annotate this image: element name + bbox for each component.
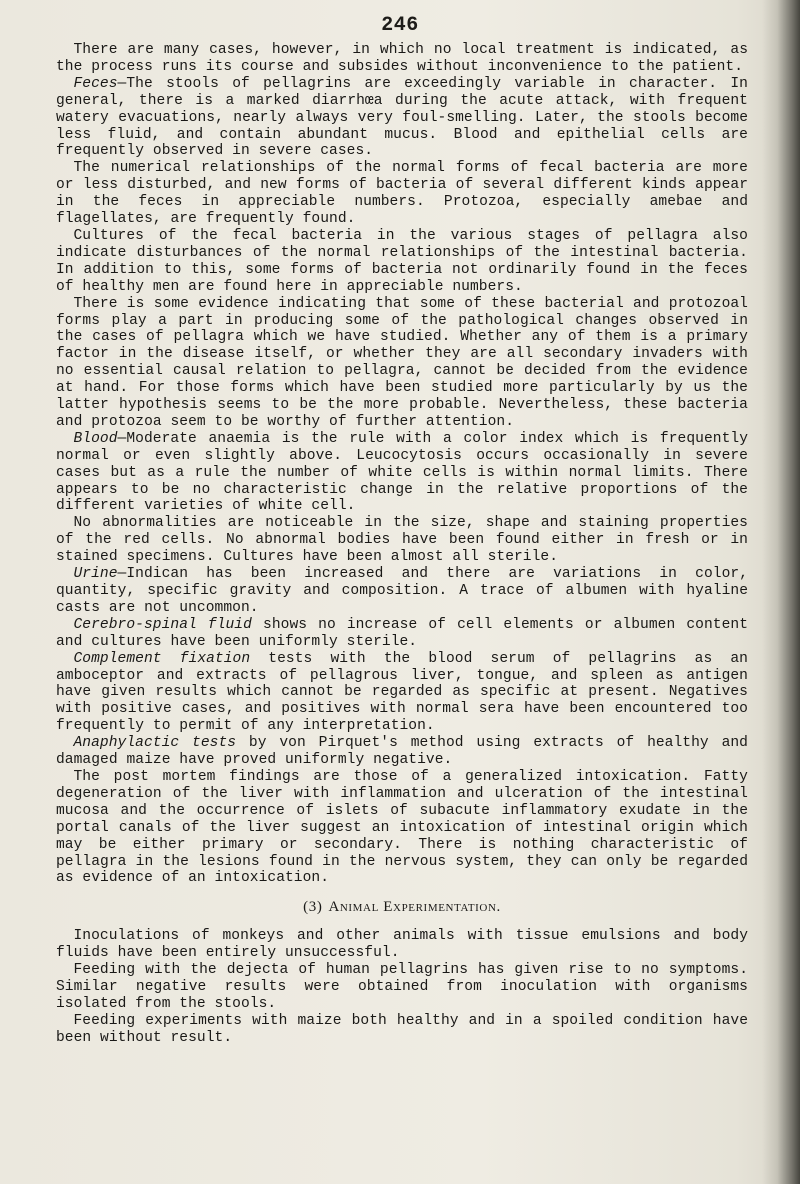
paragraph-lead: Urine (73, 566, 118, 583)
paragraph-text: The numerical relationships of the normal forms of fecal bacteria are more or less disturbed, and new forms of bacteria of several different kinds appear in the feces in appreciable numbers. Protozoa, especially amebae and flagellates, are frequently found. (56, 160, 748, 228)
paragraph-text: There are many cases, however, in which no local treatment is indicated, as the process runs its course and subsides without inconvenience to the patient. (56, 42, 748, 75)
paragraph-text: by von Pirquet's method using extracts of healthy and damaged maize have proved uniformly negative. (56, 735, 748, 769)
paragraph (56, 769, 748, 887)
paragraph (56, 566, 748, 617)
paragraph (56, 928, 748, 962)
paragraph-text: —The stools of pellagrins are exceedingly variable in character. In general, there is a marked diarrhœa during the acute attack, with frequent watery evacuations, nearly always very foul-smelling. Later, the stools become less fluid, and contain abundant mucus. Blood and epithelial cells are frequently observed in severe cases. (56, 75, 748, 160)
paragraph (56, 431, 748, 516)
paragraph-lead: Blood (73, 430, 118, 447)
paragraph-lead: Complement fixation (73, 650, 251, 667)
paragraph-text: Cultures of the fecal bacteria in the various stages of pellagra also indicate disturbances of the normal relationships of the intestinal bacteria. In addition to this, some forms of bacteria not ordinarily found in the feces of healthy men are found here in appreciable numbers. (56, 227, 748, 295)
paragraph-text: There is some evidence indicating that some of these bacterial and protozoal forms play a part in producing some of the pathological changes observed in the cases of pellagra which we have studied. Whether any of them is a primary factor in the disease itself, or whether they are all secondary invaders with no essential causal relation to pellagra, cannot be decided from the evidence at hand. For those forms which have been studied more particularly by us the latter hypothesis seems to be the more probable. Nevertheless, these bacteria and protozoa seem to be worthy of further attention. (56, 295, 748, 430)
paragraph-text: —Moderate anaemia is the rule with a color index which is frequently normal or even slightly above. Leucocytosis occurs occasionally in severe cases but as a rule the number of white cells is within normal limits. There appears to be no characteristic change in the relative proportions of the different varieties of white cell. (56, 430, 748, 515)
section-number: (3) (303, 899, 323, 916)
paragraph (56, 160, 748, 228)
paragraph-text: shows no increase of cell elements or albumen content and cultures have been uniformly sterile. (56, 616, 748, 650)
paragraph (56, 228, 748, 296)
paragraph (56, 76, 748, 161)
paragraph-text: Feeding with the dejecta of human pellagrins has given rise to no symptoms. Similar negative results were obtained from inoculation with organisms isolated from the stools. (56, 962, 748, 1012)
section-heading (56, 899, 748, 916)
paragraph-text: —Indican has been increased and there are variations in color, quantity, specific gravity and composition. A trace of albumen with hyaline casts are not uncommon. (56, 566, 748, 616)
paragraph-lead: Cerebro-spinal fluid (73, 616, 252, 633)
page-number: 246 (381, 14, 419, 37)
paragraph-lead: Feces (73, 75, 118, 92)
paragraph-lead: Anaphylactic tests (73, 735, 237, 752)
paragraph-text: tests with the blood serum of pellagrins as an amboceptor and extracts of pellagrous liver, tongue, and spleen as antigen have given results which cannot be regarded as specific at present. Negatives with positive cases, and positives with normal sera have been encountered too frequently to permit of any interpretation. (56, 650, 748, 735)
section-title: Animal Experimentation. (328, 899, 501, 916)
paragraph (56, 42, 748, 76)
paragraph-text: No abnormalities are noticeable in the size, shape and staining properties of the red cells. No abnormal bodies have been found either in fresh or in stained specimens. Cultures have been almost all sterile. (56, 515, 748, 566)
paragraph (56, 515, 748, 566)
paragraph (56, 962, 748, 1013)
paragraph-text: The post mortem findings are those of a generalized intoxication. Fatty degeneration of the liver with inflammation and ulceration of the intestinal mucosa and the occurrence of islets of subacute inflammatory exudate in the portal canals of the liver suggest an intoxication of intestinal origin which may be either primary or secondary. There is nothing characteristic of pellagra in the lesions found in the nervous system, they can only be regarded as evidence of an intoxication. (56, 768, 748, 887)
spine-shadow (762, 0, 800, 1184)
paragraph (56, 651, 748, 736)
body-text (56, 42, 748, 1047)
paragraph (56, 617, 748, 651)
paragraph-text: Feeding experiments with maize both healthy and in a spoiled condition have been without result. (56, 1012, 748, 1046)
paragraph (56, 735, 748, 769)
paragraph (56, 1013, 748, 1047)
paragraph-text: Inoculations of monkeys and other animals with tissue emulsions and body fluids have been entirely unsuccessful. (56, 928, 748, 962)
paragraph (56, 296, 748, 431)
